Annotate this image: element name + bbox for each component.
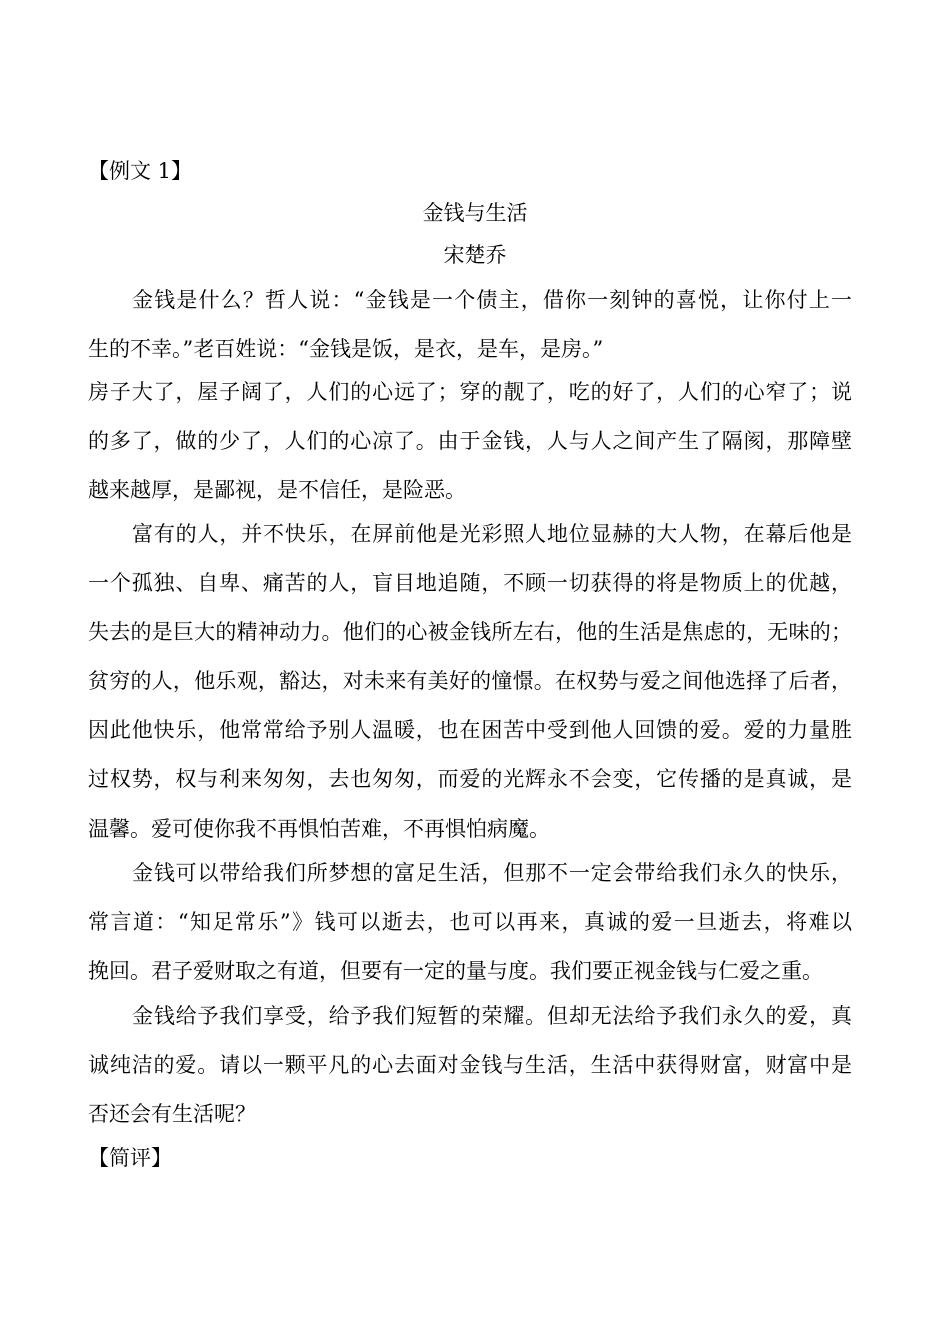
paragraph-5-line-1: 金钱给予我们享受，给予我们短暂的荣耀。但却无法给予我们永久的爱，真	[132, 1004, 852, 1028]
paragraph-5-line-2: 诚纯洁的爱。请以一颗平凡的心去面对金钱与生活，生活中获得财富，财富中是	[88, 1053, 852, 1077]
paragraph-2-line-2: 的多了，做的少了，人们的心凉了。由于金钱，人与人之间产生了隔阂，那障壁	[88, 429, 852, 453]
essay-author: 宋楚乔	[443, 243, 507, 267]
essay-title: 金钱与生活	[422, 201, 528, 225]
paragraph-1-line-2: 生的不幸。”老百姓说：“金钱是饭，是衣，是车，是房。”	[88, 337, 604, 361]
paragraph-3-line-5: 因此他快乐，他常常给予别人温暖，也在困苦中受到他人回馈的爱。爱的力量胜	[88, 718, 852, 742]
paragraph-4-line-3: 挽回。君子爱财取之有道，但要有一定的量与度。我们要正视金钱与仁爱之重。	[88, 959, 823, 983]
paragraph-2-line-1: 房子大了，屋子阔了，人们的心远了；穿的靓了，吃的好了，人们的心窄了；说	[88, 380, 852, 404]
paragraph-3-line-2: 一个孤独、自卑、痛苦的人，盲目地追随，不顾一切获得的将是物质上的优越，	[88, 571, 852, 595]
paragraph-3-line-1: 富有的人，并不快乐，在屏前他是光彩照人地位显赫的大人物，在幕后他是	[132, 522, 852, 546]
paragraph-3-line-6: 过权势，权与利来匆匆，去也匆匆，而爱的光辉永不会变，它传播的是真诚，是	[88, 767, 852, 791]
paragraph-4-line-2: 常言道：“知足常乐”》钱可以逝去，也可以再来，真诚的爱一旦逝去，将难以	[88, 910, 852, 934]
review-label: 【简评】	[88, 1146, 172, 1170]
paragraph-3-line-7: 温馨。爱可使你我不再惧怕苦难，不再惧怕病魔。	[88, 817, 550, 841]
paragraph-2-line-3: 越来越厚，是鄙视，是不信任，是险恶。	[88, 478, 466, 502]
paragraph-4-line-1: 金钱可以带给我们所梦想的富足生活，但那不一定会带给我们永久的快乐，	[132, 861, 852, 885]
paragraph-5-line-3: 否还会有生活呢？	[88, 1102, 256, 1126]
example-label: 【例文 1】	[88, 159, 193, 183]
paragraph-1-line-1: 金钱是什么？哲人说：“金钱是一个债主，借你一刻钟的喜悦，让你付上一	[132, 288, 852, 312]
paragraph-3-line-4: 贫穷的人，他乐观，豁达，对未来有美好的憧憬。在权势与爱之间他选择了后者，	[88, 669, 852, 693]
paragraph-3-line-3: 失去的是巨大的精神动力。他们的心被金钱所左右，他的生活是焦虑的，无味的；	[88, 620, 852, 644]
